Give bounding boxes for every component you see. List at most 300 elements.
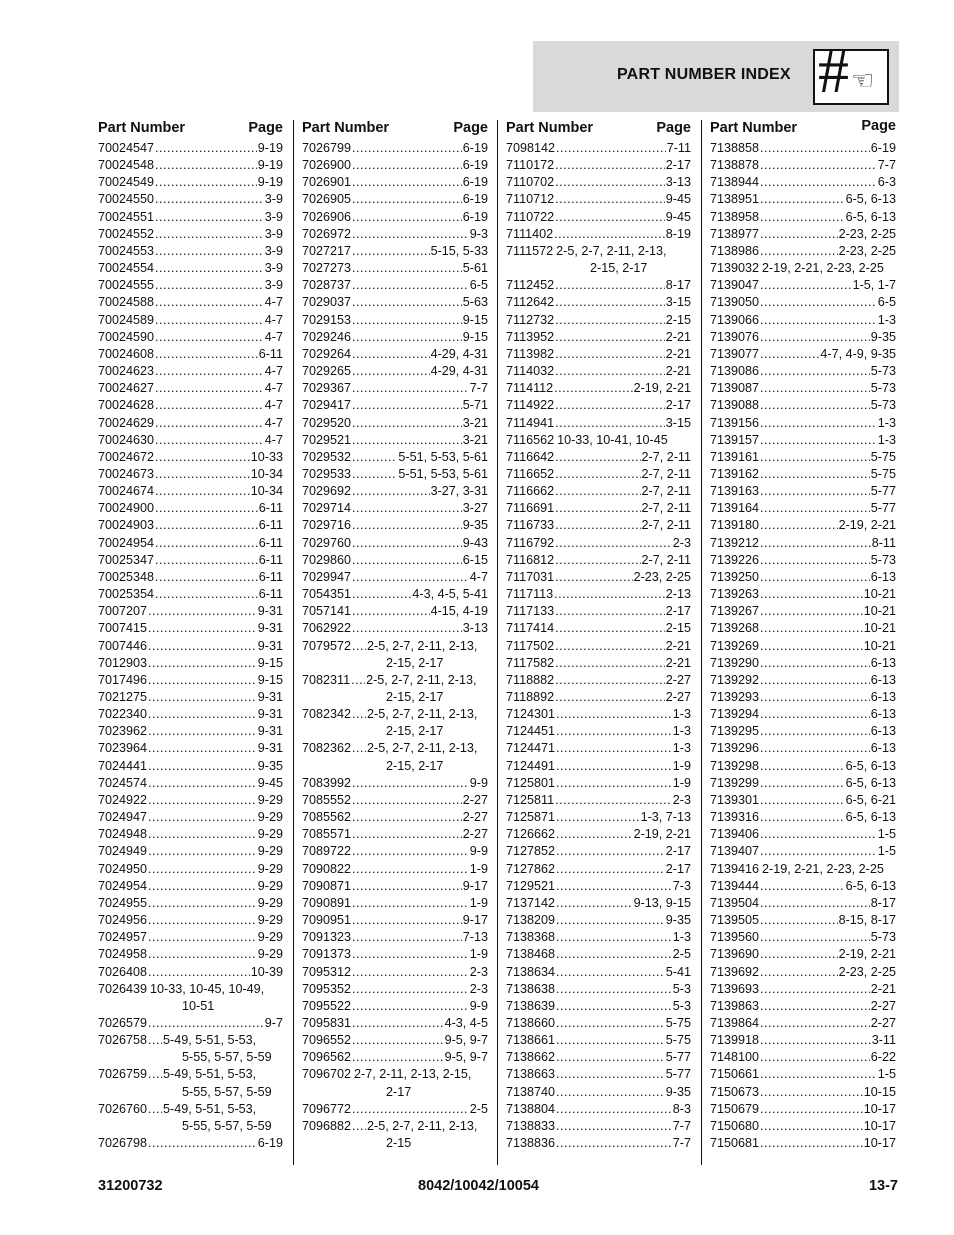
index-entry: [710, 878, 896, 895]
part-number: 7139162: [710, 466, 760, 481]
index-entry: [302, 809, 488, 826]
leader-dots: [155, 432, 264, 449]
leader-dots: [760, 878, 845, 895]
page-refs: 9-29: [257, 861, 283, 876]
part-number: 7148100: [710, 1050, 760, 1065]
page-refs: 5-73: [870, 398, 896, 413]
page-refs: 5-73: [870, 381, 896, 396]
page-refs: 3-27, 3-31: [430, 484, 488, 499]
page-refs: 6-19: [870, 141, 896, 155]
page-refs: 9-45: [257, 775, 283, 790]
page-refs: 6-13: [870, 569, 896, 584]
page-refs: 9-5, 9-7: [444, 1033, 488, 1048]
part-number: 7098142: [506, 141, 556, 155]
part-number: 7026408: [98, 964, 148, 979]
index-entry: [506, 638, 691, 655]
part-number: 7026798: [98, 1136, 148, 1151]
part-number: 7096562: [302, 1050, 352, 1065]
index-entry: [98, 432, 283, 449]
part-number: 7138833: [506, 1118, 556, 1133]
leader-dots: [555, 500, 640, 517]
leader-dots: [352, 843, 469, 860]
leader-dots: [760, 1032, 871, 1049]
part-number: 7139416: [710, 861, 760, 876]
leader-dots: [556, 998, 672, 1015]
part-number: 70024549: [98, 175, 155, 190]
part-number: 70024628: [98, 398, 155, 413]
page-refs: 6-5, 6-13: [845, 192, 896, 207]
leader-dots: [760, 483, 870, 500]
index-entry: [710, 415, 896, 432]
part-number: 7029521: [302, 432, 352, 447]
leader-dots: [555, 294, 665, 311]
page-refs: 2-7, 2-11: [641, 518, 691, 533]
index-entry: [98, 946, 283, 963]
leader-dots: [556, 964, 665, 981]
page-refs: 1-9: [469, 895, 488, 910]
part-number: 7138662: [506, 1050, 556, 1065]
index-entry: [506, 174, 691, 191]
leader-dots: [760, 1049, 870, 1066]
part-number: 7138638: [506, 981, 556, 996]
leader-dots: [352, 912, 462, 929]
index-entry: [506, 861, 691, 878]
page-refs: 8-19: [665, 226, 691, 241]
index-entry: [506, 346, 691, 363]
leader-dots: [555, 174, 665, 191]
leader-dots: [760, 826, 877, 843]
leader-dots: [555, 517, 640, 534]
index-entry: [98, 346, 283, 363]
leader-dots: [352, 157, 462, 174]
index-entry: [98, 792, 283, 809]
leader-dots: [760, 603, 863, 620]
leader-dots: [352, 946, 469, 963]
leader-dots: [352, 380, 469, 397]
index-entry: [302, 964, 488, 981]
page-refs: 9-19: [257, 141, 283, 155]
index-entry: [98, 243, 283, 260]
index-entry: [506, 912, 691, 929]
part-number: 7139690: [710, 947, 760, 962]
part-number: 7029692: [302, 484, 352, 499]
part-number: 70024672: [98, 449, 155, 464]
leader-dots: [555, 620, 665, 637]
leader-dots: [352, 1049, 444, 1066]
index-entry: [302, 878, 488, 895]
page-refs: 6-19: [462, 192, 488, 207]
part-number: 7150681: [710, 1136, 760, 1151]
page-refs-continued: 5-55, 5-57, 5-59: [182, 1084, 272, 1099]
part-number: 70024674: [98, 484, 155, 499]
index-entry: [98, 1135, 283, 1152]
page-refs: 4-7: [264, 312, 283, 327]
leader-dots: [148, 775, 257, 792]
page-refs: 5-73: [870, 364, 896, 379]
part-number: 7116562: [506, 432, 555, 447]
index-entry: [710, 552, 896, 569]
page-refs: 1-3: [877, 432, 896, 447]
part-number: 7139269: [710, 638, 760, 653]
leader-dots: [760, 775, 845, 792]
part-number: 7138977: [710, 226, 760, 241]
part-number-heading: Part Number: [98, 120, 186, 136]
page-title: PART NUMBER INDEX: [617, 66, 791, 83]
part-number: 7024441: [98, 758, 148, 773]
leader-dots: [155, 191, 264, 208]
leader-dots: [760, 157, 877, 174]
page-refs: 7-7: [469, 381, 488, 396]
page-refs: 6-19: [257, 1136, 283, 1151]
index-entry: [302, 483, 488, 500]
page-refs: 1-9: [672, 758, 691, 773]
part-number: 7139406: [710, 827, 760, 842]
index-entry: [302, 638, 488, 672]
page-refs: 5-75: [665, 1015, 691, 1030]
page-refs-continued: 2-15, 2-17: [386, 690, 444, 704]
page-refs: 9-45: [665, 192, 691, 207]
page-refs: 1-3: [672, 741, 691, 756]
part-number: 7095352: [302, 981, 352, 996]
part-number: 7082311: [302, 672, 351, 687]
page-refs: 9-9: [469, 775, 488, 790]
index-entry: [506, 672, 691, 689]
part-number: 70025348: [98, 569, 155, 584]
part-number: 7139505: [710, 913, 760, 928]
page-refs: 2-7, 2-11: [641, 484, 691, 499]
index-entry: [506, 517, 691, 534]
part-number: 7139086: [710, 364, 760, 379]
index-entry: [506, 1049, 691, 1066]
page-refs: 6-19: [462, 175, 488, 190]
page-refs-continued: 5-55, 5-57, 5-59: [182, 1118, 272, 1133]
page-refs: 4-3, 4-5: [444, 1015, 488, 1030]
index-entry: [98, 449, 283, 466]
page-refs: 8-17: [870, 895, 896, 910]
part-number: 7138740: [506, 1084, 556, 1099]
leader-dots: [352, 140, 462, 157]
page-refs: 3-9: [264, 192, 283, 207]
leader-dots: [148, 638, 257, 655]
page-refs: 6-3: [877, 175, 896, 190]
part-number: 7139301: [710, 792, 760, 807]
index-entry: [506, 535, 691, 552]
index-column-3: [506, 118, 691, 1152]
leader-dots: [155, 552, 258, 569]
part-number: 7024948: [98, 827, 148, 842]
page-refs: 10-33, 10-45, 10-49,: [150, 981, 265, 996]
leader-dots: [155, 363, 264, 380]
part-number: 7027217: [302, 243, 352, 258]
page-refs: 4-7: [264, 381, 283, 396]
leader-dots: [155, 157, 257, 174]
leader-dots: [760, 500, 870, 517]
page-refs: 6-11: [258, 587, 283, 602]
leader-dots: [155, 260, 264, 277]
leader-dots: [352, 998, 469, 1015]
page-refs: 10-15: [863, 1084, 896, 1099]
index-entry: [302, 243, 488, 260]
index-entry: [302, 346, 488, 363]
index-entry: [98, 843, 283, 860]
leader-dots: [760, 1101, 863, 1118]
index-entry: [302, 552, 488, 569]
leader-dots: [352, 826, 462, 843]
index-entry: [710, 1135, 896, 1152]
part-number: 7096772: [302, 1101, 352, 1116]
index-entry: [98, 140, 283, 157]
page-refs: 4-7: [264, 398, 283, 413]
pointing-hand-icon: ☜: [851, 65, 875, 95]
leader-dots: [760, 638, 863, 655]
leader-dots: [556, 758, 672, 775]
leader-dots: [555, 569, 632, 586]
index-entry: [710, 758, 896, 775]
page-refs: 10-39: [250, 964, 283, 979]
page-refs: 1-9: [672, 775, 691, 790]
leader-dots: [556, 929, 672, 946]
page-refs: 1-3: [672, 724, 691, 739]
page-refs: 7-7: [672, 1118, 691, 1133]
part-number: 7139407: [710, 844, 760, 859]
part-number: 7129521: [506, 878, 556, 893]
index-entry: [302, 1066, 488, 1100]
leader-dots: [555, 638, 665, 655]
part-number: 7116642: [506, 449, 555, 464]
page-refs: 9-5, 9-7: [444, 1050, 488, 1065]
part-number: 7118892: [506, 690, 555, 704]
index-entry: [506, 552, 691, 569]
leader-dots: [556, 946, 672, 963]
part-number: 70024673: [98, 466, 155, 481]
leader-dots: [555, 209, 665, 226]
page-refs: 2-17: [665, 398, 691, 413]
leader-dots: [760, 1084, 863, 1101]
part-number: 70024547: [98, 141, 155, 155]
leader-dots: [760, 895, 870, 912]
index-entry: [710, 449, 896, 466]
index-entry: [506, 758, 691, 775]
page-refs: 10-21: [863, 638, 896, 653]
leader-dots: [556, 706, 672, 723]
part-number: 7007415: [98, 621, 148, 636]
part-number: 7139864: [710, 1015, 760, 1030]
part-number: 7139226: [710, 552, 760, 567]
part-number: 7029760: [302, 535, 352, 550]
index-entry: [302, 277, 488, 294]
index-entry: [506, 397, 691, 414]
page-refs: 7-13: [462, 930, 488, 945]
index-entry: [710, 998, 896, 1015]
index-entry: [98, 603, 283, 620]
leader-dots: [352, 209, 462, 226]
leader-dots: [352, 1118, 366, 1135]
leader-dots: [352, 294, 462, 311]
part-number: 7026901: [302, 175, 352, 190]
part-number: 70024589: [98, 312, 155, 327]
page-refs: 2-21: [665, 346, 691, 361]
index-entry: [710, 140, 896, 157]
leader-dots: [556, 1101, 672, 1118]
page-refs: 5-77: [870, 501, 896, 516]
index-entry: [506, 277, 691, 294]
section-header: [533, 38, 899, 112]
index-entry: [506, 380, 691, 397]
index-entry: [506, 1101, 691, 1118]
part-number: 7029947: [302, 569, 352, 584]
page-refs: 9-43: [462, 535, 488, 550]
page-refs: 2-17: [665, 158, 691, 173]
page-refs: 9-13, 9-15: [633, 895, 691, 910]
page-refs: 6-13: [870, 655, 896, 670]
page-refs: 6-5: [877, 295, 896, 310]
part-number: 7007207: [98, 604, 148, 619]
leader-dots: [352, 809, 462, 826]
index-entry: [98, 535, 283, 552]
page-heading: Page: [656, 120, 691, 136]
leader-dots: [148, 1135, 257, 1152]
index-entry: [302, 363, 488, 380]
part-number: 7138634: [506, 964, 556, 979]
part-number: 7024922: [98, 792, 148, 807]
leader-dots: [351, 672, 365, 689]
leader-dots: [555, 157, 665, 174]
part-number: 7028737: [302, 278, 352, 293]
page-refs: 4-7: [264, 364, 283, 379]
index-entry: [302, 1049, 488, 1066]
page-refs: 2-5: [672, 947, 691, 962]
part-number: 7029533: [302, 466, 352, 481]
index-entry: [710, 638, 896, 655]
part-number: 7139250: [710, 569, 760, 584]
index-entry: [710, 740, 896, 757]
index-entry: [506, 243, 691, 277]
index-entry: [710, 929, 896, 946]
leader-dots: [155, 312, 264, 329]
index-entry: [302, 1101, 488, 1118]
leader-dots: [555, 346, 665, 363]
page-refs: 2-27: [462, 827, 488, 842]
page-refs-continued: 2-15, 2-17: [386, 758, 444, 773]
page-refs: 10-33, 10-41, 10-45: [557, 432, 668, 447]
index-entry: [98, 758, 283, 775]
part-number: 7085562: [302, 810, 352, 825]
part-number: 7026905: [302, 192, 352, 207]
footer-doc-number: 31200732: [98, 1178, 163, 1194]
page-refs: 9-35: [665, 913, 691, 928]
part-number: 7139918: [710, 1033, 760, 1048]
part-number: 70024588: [98, 295, 155, 310]
page-refs: 3-9: [264, 209, 283, 224]
leader-dots: [556, 895, 633, 912]
index-entry: [506, 1015, 691, 1032]
leader-dots: [760, 346, 819, 363]
part-number: 7117502: [506, 638, 555, 653]
index-entry: [98, 157, 283, 174]
index-entry: [506, 843, 691, 860]
index-entry: [98, 981, 283, 1015]
leader-dots: [760, 843, 877, 860]
leader-dots: [155, 174, 257, 191]
part-number: 7111402: [506, 226, 554, 241]
part-number: 7124491: [506, 758, 556, 773]
page-refs: 9-45: [665, 209, 691, 224]
hash-icon: #: [818, 38, 849, 106]
leader-dots: [352, 226, 469, 243]
page-refs: 10-33: [250, 449, 283, 464]
part-number: 7139157: [710, 432, 760, 447]
part-number: 7150661: [710, 1067, 760, 1082]
index-entry: [710, 226, 896, 243]
index-entry: [710, 466, 896, 483]
part-number: 7139863: [710, 998, 760, 1013]
leader-dots: [556, 878, 672, 895]
page-refs: 9-3: [469, 226, 488, 241]
part-number: 7026760: [98, 1101, 148, 1116]
index-entry: [302, 946, 488, 963]
column-divider: [293, 120, 294, 1165]
part-number: 7139077: [710, 346, 760, 361]
part-number: 7096702: [302, 1067, 352, 1082]
leader-dots: [148, 843, 257, 860]
page-refs: 1-5: [877, 844, 896, 859]
part-number: 7110172: [506, 158, 555, 173]
index-column-4: [710, 118, 896, 1152]
index-entry: [506, 620, 691, 637]
leader-dots: [352, 312, 462, 329]
index-entry: [302, 929, 488, 946]
page-refs: 5-75: [665, 1033, 691, 1048]
page-refs: 5-51, 5-53, 5-61: [398, 449, 488, 464]
page-refs: 6-11: [258, 535, 283, 550]
index-entry: [710, 981, 896, 998]
page-refs: 9-31: [257, 638, 283, 653]
page-refs: 9-15: [257, 672, 283, 687]
leader-dots: [352, 861, 469, 878]
page-refs: 2-3: [672, 535, 691, 550]
page-refs: 6-11: [258, 552, 283, 567]
page-refs: 9-31: [257, 621, 283, 636]
part-number: 7114922: [506, 398, 555, 413]
leader-dots: [352, 603, 430, 620]
leader-dots: [352, 1032, 444, 1049]
page-refs: 9-19: [257, 158, 283, 173]
page-refs: 3-9: [264, 261, 283, 276]
leader-dots: [760, 243, 838, 260]
part-number: 70024623: [98, 364, 155, 379]
page-refs-continued: 2-15, 2-17: [386, 724, 444, 739]
page-refs: 3-13: [462, 621, 488, 636]
page-refs: 6-15: [462, 552, 488, 567]
part-number: 7137142: [506, 895, 556, 910]
index-entry: [506, 226, 691, 243]
index-entry: [98, 655, 283, 672]
page-refs: 2-5, 2-7, 2-11, 2-13,: [556, 243, 667, 258]
part-number: 7139032: [710, 261, 760, 276]
leader-dots: [148, 1032, 162, 1049]
part-number: 7090951: [302, 913, 352, 928]
leader-dots: [352, 792, 462, 809]
index-entry: [302, 826, 488, 843]
part-number-heading: Part Number: [506, 120, 594, 136]
part-number: 7139299: [710, 775, 760, 790]
index-entry: [710, 895, 896, 912]
index-entry: [710, 861, 896, 878]
part-number: 7139294: [710, 707, 760, 722]
leader-dots: [760, 535, 871, 552]
page-refs: 2-21: [870, 981, 896, 996]
leader-dots: [352, 1015, 444, 1032]
